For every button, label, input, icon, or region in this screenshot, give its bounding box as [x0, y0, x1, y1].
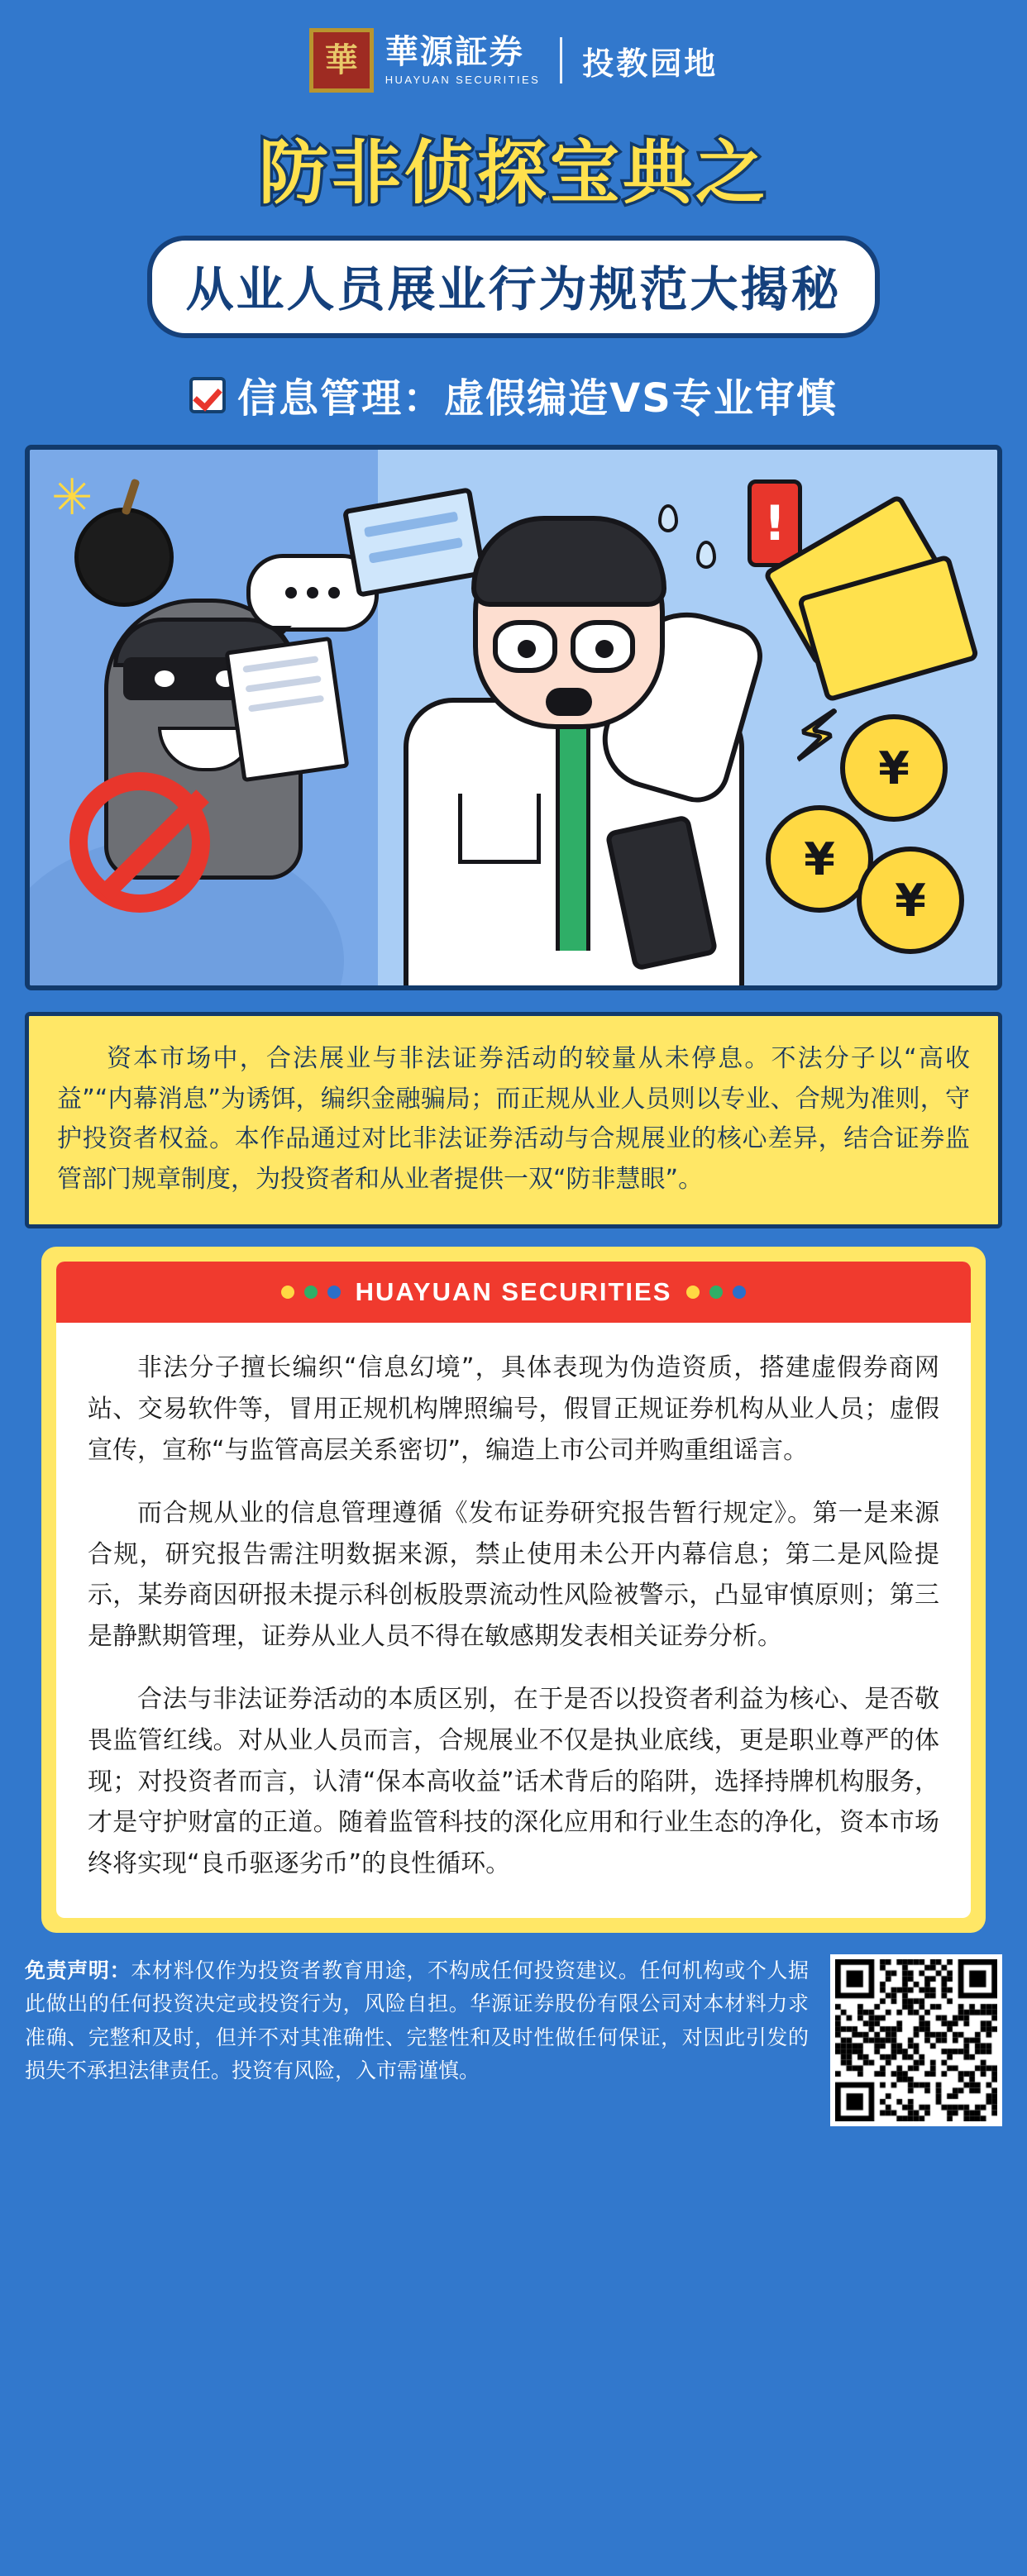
content-ribbon [56, 1262, 971, 1323]
ribbon-title: HUAYUAN SECURITIES [355, 1277, 672, 1307]
ribbon-dot-yellow [686, 1286, 700, 1299]
content-paragraph: 非法分子擅长编织“信息幻境”，具体表现为伪造资质，搭建虚假券商网站、交易软件等，冒用正规机构牌照编号，假冒正规证券机构从业人员；虚假宣传，宣称“与监管高层关系密切”，编造上市公司并购重组谣言。 [88, 1353, 939, 1465]
topic-heading-text: 信息管理：虚假编造VS专业审慎 [237, 375, 838, 422]
bubble-dot [285, 587, 297, 599]
document-line [242, 656, 318, 673]
content-paragraph: 而合规从业的信息管理遵循《发布证券研究报告暂行规定》。第一是来源合规，研究报告需注明数据来源，禁止使用未公开内幕信息；第二是风险提示，某券商因研报未提示科创板股票流动性风险被警示，凸显审慎原则；第三是静默期管理，证券从业人员不得在敏感期发表相关证券分析。 [88, 1498, 939, 1652]
ribbon-dot-blue [327, 1286, 341, 1299]
coin-icon: ¥ [840, 714, 948, 822]
ribbon-dot-green [709, 1286, 723, 1299]
person-pocket [458, 794, 541, 864]
ribbon-dots-left [281, 1286, 341, 1299]
person-mouth [546, 688, 592, 716]
pupil [595, 640, 614, 658]
content-card [41, 1247, 986, 1933]
spark-icon: ✳ [51, 470, 93, 525]
thief-eye-left [155, 670, 174, 687]
intro-card [25, 1012, 1002, 1228]
card-line [364, 512, 458, 538]
card-line [369, 537, 463, 564]
disclaimer-label: 免责声明： [25, 1958, 131, 1982]
bubble-dot [328, 587, 340, 599]
topic-heading [0, 366, 1027, 423]
brand-section-label: 投教园地 [582, 46, 719, 82]
footer [25, 1954, 1002, 2151]
qr-code-icon[interactable] [830, 1954, 1002, 2126]
disclaimer-text [25, 1954, 809, 2088]
brand-name-en: HUAYUAN SECURITIES [385, 74, 541, 87]
page-title: 防非侦探宝典之 [258, 132, 768, 213]
document-icon [224, 637, 349, 783]
pupil [518, 640, 536, 658]
person-head [473, 529, 665, 729]
brand-name-cn: 華源証券 [385, 34, 524, 71]
document-line [246, 675, 322, 693]
glasses-right-lens [571, 620, 635, 673]
brand-logo-glyph: 華 [324, 41, 358, 79]
person-hair [471, 516, 666, 607]
ribbon-dot-blue [733, 1286, 746, 1299]
page-subtitle: 从业人员展业行为规范大揭秘 [147, 236, 879, 338]
brand-divider [560, 37, 562, 83]
coin-icon: ¥ [857, 847, 964, 954]
bomb-icon [74, 508, 174, 607]
brand-logo-mark [309, 28, 374, 93]
brand-header [0, 0, 1027, 93]
checkmark-icon [189, 377, 226, 413]
content-card-inner [56, 1262, 971, 1918]
exclamation-icon: ! [748, 479, 802, 567]
disclaimer-body: 本材料仅作为投资者教育用途，不构成任何投资建议。任何机构或个人据此做出的任何投资决定或投资行为，风险自担。华源证券股份有限公司对本材料力求准确、完整和及时，但并不对其准确性、完整性和及时性做任何保证，对因此引发的损失不承担法律责任。投资有风险，入市需谨慎。 [25, 1958, 809, 2083]
ribbon-dots-right [686, 1286, 746, 1299]
person-tie [556, 703, 590, 951]
sweat-drop-icon [658, 504, 678, 532]
page-subtitle-wrap [59, 236, 968, 338]
bubble-dot [307, 587, 318, 599]
content-body [56, 1323, 971, 1918]
lightning-icon: ⚡ [793, 698, 840, 775]
glasses-left-lens [493, 620, 557, 673]
document-line [248, 695, 324, 713]
ribbon-dot-yellow [281, 1286, 294, 1299]
brand-name-block [385, 35, 540, 86]
content-paragraph: 合法与非法证券活动的本质区别，在于是否以投资者利益为核心、是否敬畏监管红线。对从业人员而言，合规展业不仅是执业底线，更是职业尊严的体现；对投资者而言，认清“保本高收益”话术背后的陷阱，选择持牌机构服务，才是守护财富的正道。随着监管科技的深化应用和行业生态的净化，资本市场终将实现“良币驱逐劣币”的良性循环。 [88, 1684, 939, 1879]
ribbon-dot-green [304, 1286, 318, 1299]
intro-paragraph: 资本市场中，合法展业与非法证券活动的较量从未停息。不法分子以“高收益”“内幕消息”为诱饵，编织金融骗局；而正规从业人员则以专业、合规为准则，守护投资者权益。本作品通过对比非法证券活动与合规展业的核心差异，结合证券监管部门规章制度，为投资者和从业者提供一双“防非慧眼”。 [57, 1044, 970, 1194]
prohibition-icon [69, 772, 210, 913]
coin-icon: ¥ [766, 805, 873, 913]
sweat-drop-icon [696, 541, 716, 569]
illustration [25, 445, 1002, 990]
